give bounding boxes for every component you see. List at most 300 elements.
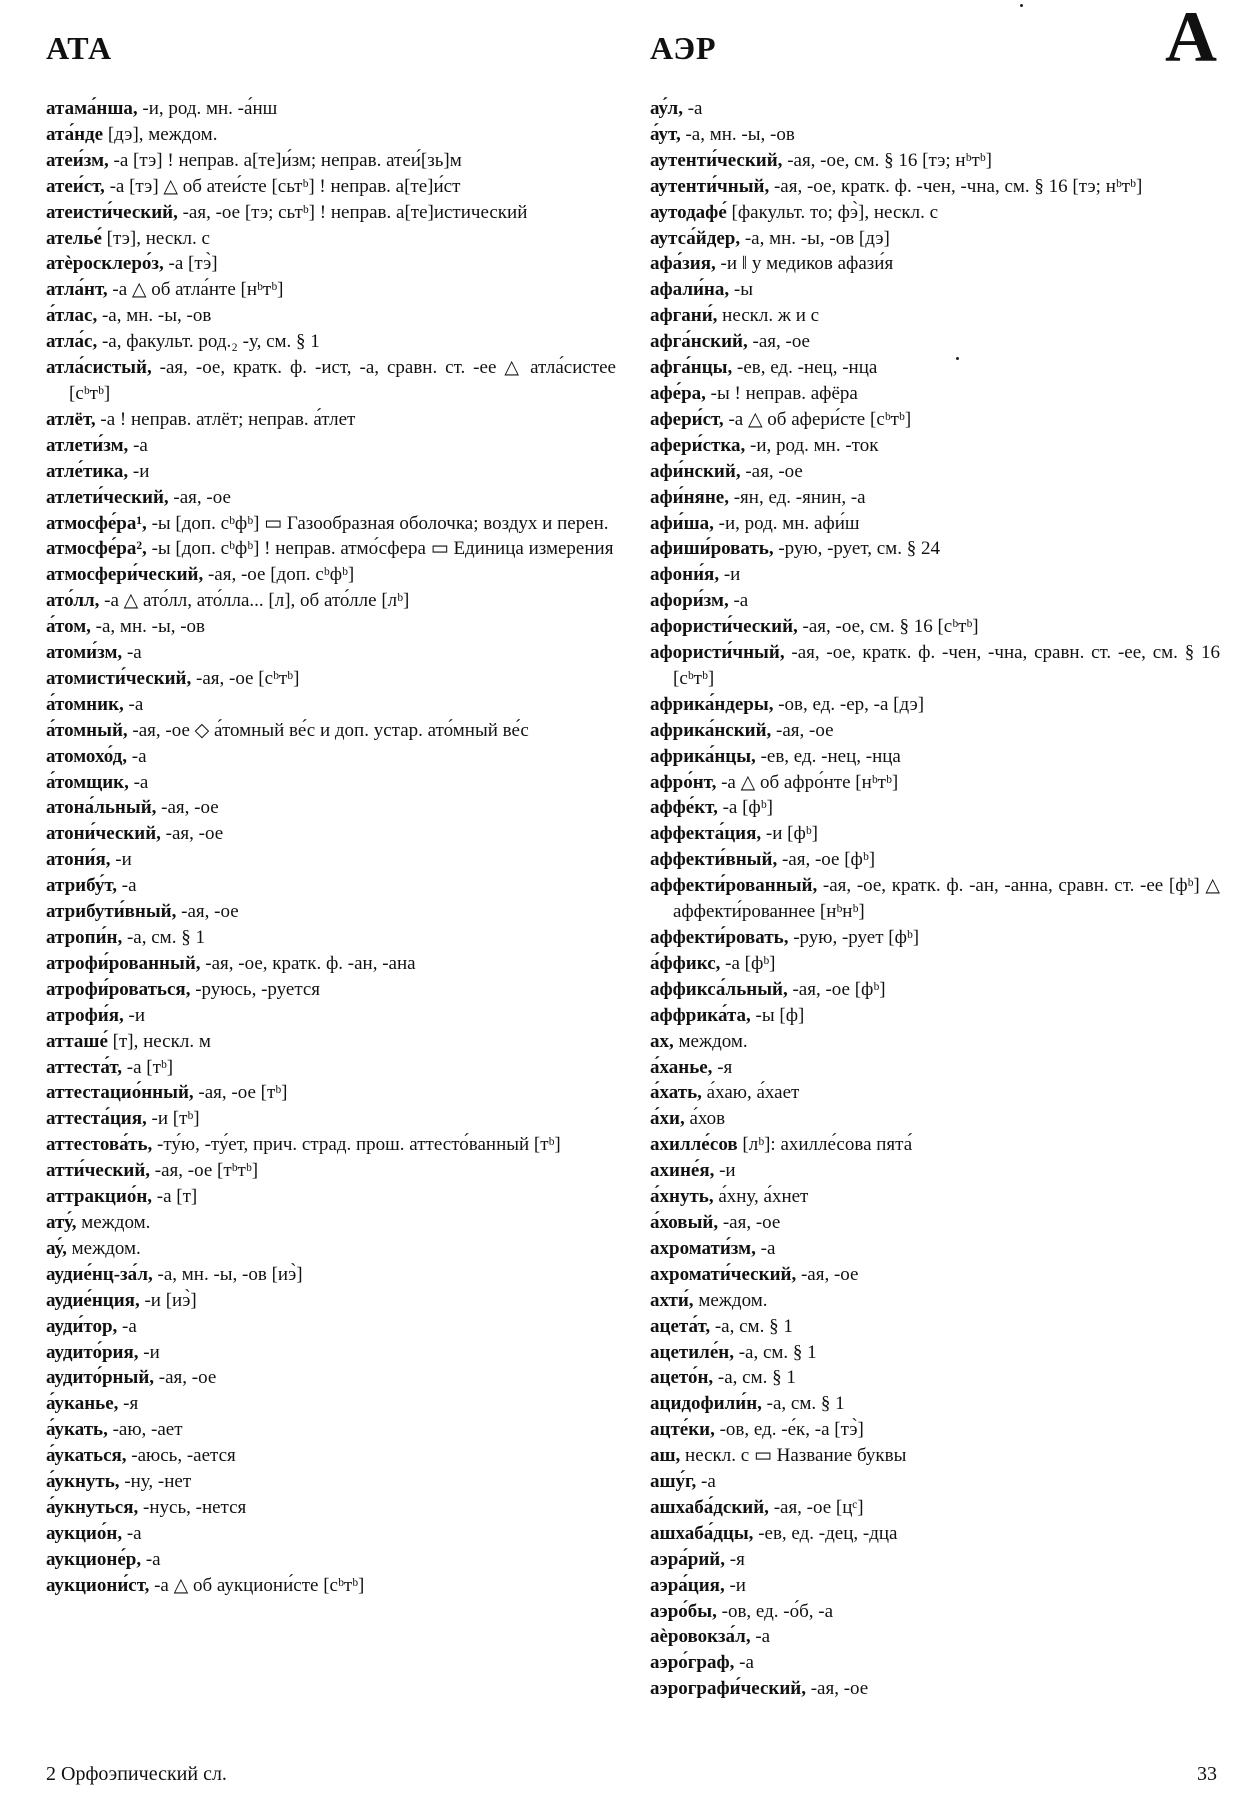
dictionary-entry: [650, 795, 1220, 821]
entry-body: -ов, ед. -о́б, -а: [716, 1600, 834, 1622]
dictionary-entry: [46, 873, 616, 899]
headword: ахилле́сов: [650, 1134, 738, 1156]
dictionary-entry: [46, 329, 616, 355]
dictionary-entry: [46, 1106, 616, 1132]
headword: атрофи́роваться,: [46, 978, 191, 1000]
headword: аутса́йдер,: [650, 227, 741, 249]
headword: атона́льный,: [46, 797, 157, 819]
entry-body: -ая, -ое, кратк. ф. -ан, -анна, сравн. ст. -ее [фᵇ] △ аффекти́рованнее [нᵇнᵇ]: [673, 875, 1220, 923]
dictionary-entry: [46, 899, 616, 925]
headword: а́укнуть,: [46, 1471, 120, 1493]
dictionary-entry: [650, 1365, 1220, 1391]
entry-body: -и: [719, 564, 741, 586]
printer-signature: 2 Орфоэпический сл.: [46, 1763, 227, 1785]
speck-mark: [956, 357, 959, 360]
dictionary-entry: [650, 1262, 1220, 1288]
headword: афе́ра,: [650, 382, 706, 404]
headword: атмосфе́ра²,: [46, 538, 147, 560]
dictionary-entry: [650, 1158, 1220, 1184]
dictionary-entry: [650, 925, 1220, 951]
entry-body: -ая, -ое [фᵇ]: [777, 849, 876, 871]
dictionary-entry: [650, 588, 1220, 614]
headword: ату́,: [46, 1211, 77, 1233]
entry-body: -а, мн. -ы, -ов: [680, 123, 795, 145]
dictionary-entry: [650, 1417, 1220, 1443]
entry-body: -ая, -ое: [154, 1367, 217, 1389]
entry-body: -я: [118, 1393, 139, 1415]
headword: ашхаба́дцы,: [650, 1522, 754, 1544]
headword: аукцио́н,: [46, 1522, 123, 1544]
headword: атропи́н,: [46, 927, 123, 948]
entry-body: -ы [доп. сᵇфᵇ] ▭ Газообразная оболочка; воздух и перен.: [146, 512, 609, 534]
dictionary-entry: [650, 1210, 1220, 1236]
entry-body: нескл. ж и с: [717, 305, 820, 327]
entry-body: -а △ об аукциони́сте [сᵇтᵇ]: [149, 1574, 365, 1596]
headword: ашхаба́дский,: [650, 1496, 769, 1518]
entry-body: -ая, -ое [сᵇтᵇ]: [191, 667, 300, 689]
entry-body: -а: [755, 1237, 776, 1259]
headword: атомисти́ческий,: [46, 667, 192, 689]
dictionary-entry: [650, 692, 1220, 718]
dictionary-entry: [46, 1521, 616, 1547]
headword: атрофи́я,: [46, 1004, 124, 1026]
headword: атмосфе́ра¹,: [46, 512, 147, 534]
entry-body: -и [тᵇ]: [146, 1108, 200, 1130]
entry-body: -аюсь, -ается: [126, 1445, 236, 1467]
dictionary-entry: [650, 1132, 1220, 1158]
entry-body: -и: [724, 1574, 746, 1596]
headword: ацета́т,: [650, 1315, 711, 1337]
dictionary-entry: [650, 1080, 1220, 1106]
dictionary-entry: [650, 744, 1220, 770]
dictionary-entry: [46, 614, 616, 640]
headword: аудито́рия,: [46, 1341, 139, 1363]
headword: афористи́чный,: [650, 642, 785, 664]
headword: аттеста́ция,: [46, 1108, 147, 1130]
headword: атони́я,: [46, 849, 111, 871]
entry-body: -ая, -ое: [771, 719, 834, 741]
dictionary-entry: [650, 1236, 1220, 1262]
entry-body: междом.: [66, 1237, 141, 1259]
headword: атрибу́т,: [46, 875, 118, 897]
headword: аттракцио́н,: [46, 1186, 153, 1208]
dictionary-entry: [650, 1624, 1220, 1650]
headword: аукционе́р,: [46, 1548, 142, 1570]
dictionary-entry: [46, 1495, 616, 1521]
entry-body: -ая, -ое: [718, 1211, 781, 1233]
dictionary-entry: [46, 433, 616, 459]
dictionary-entry: [46, 795, 616, 821]
dictionary-entry: [650, 251, 1220, 277]
dictionary-entry: [650, 277, 1220, 303]
headword: а́ут,: [650, 123, 681, 145]
dictionary-entry: [46, 174, 616, 200]
entry-body: -а: [128, 771, 149, 793]
entry-body: [дэ], междом.: [103, 123, 218, 145]
headword: аффрика́та,: [650, 1004, 751, 1026]
headword: атрибути́вный,: [46, 901, 177, 923]
entry-body: -ая, -ое: [805, 1678, 869, 1700]
dictionary-entry: [46, 148, 616, 174]
entry-body: -ая, -ое: [796, 1263, 859, 1285]
entry-body: -и, род. мн. -ток: [745, 434, 879, 456]
entry-body: -ая, -ое: [176, 901, 239, 923]
entry-body: -ая, -ое, см. § 16 [тэ; нᵇтᵇ]: [782, 149, 992, 171]
dictionary-entry: [46, 1443, 616, 1469]
headword: а́ханье,: [650, 1056, 713, 1078]
entry-body: -а △ об атла́нте [нᵇтᵇ]: [107, 279, 284, 301]
entry-body: -аю, -ает: [107, 1419, 183, 1441]
dictionary-entry: [650, 303, 1220, 329]
dictionary-entry: [46, 1262, 616, 1288]
headword: ах,: [650, 1030, 674, 1052]
dictionary-entry: [46, 122, 616, 148]
dictionary-entry: [46, 1365, 616, 1391]
dictionary-entry: [46, 1340, 616, 1366]
dictionary-entry: [46, 1573, 616, 1599]
dictionary-entry: [46, 1029, 616, 1055]
dictionary-entry: [46, 1288, 616, 1314]
entry-body: -руюсь, -руется: [190, 978, 321, 1000]
headword: атмосфери́ческий,: [46, 564, 204, 586]
entry-body: -а △ об афери́сте [сᵇтᵇ]: [723, 408, 912, 430]
entry-body: -ая, -ое [фᵇ]: [787, 978, 886, 1000]
entry-body: а́хаю, а́хает: [701, 1082, 800, 1104]
dictionary-entry: [46, 925, 616, 951]
dictionary-entry: [46, 1417, 616, 1443]
entry-body: -а, факульт. род.₂ -у, см. § 1: [97, 331, 320, 353]
headword: аффе́кт,: [650, 797, 718, 819]
dictionary-entry: [46, 536, 616, 562]
dictionary-entry: [650, 847, 1220, 873]
dictionary-entry: [650, 407, 1220, 433]
headword: аттестацио́нный,: [46, 1082, 194, 1104]
entry-body: -нусь, -нется: [138, 1496, 247, 1518]
entry-body: -и: [714, 1160, 736, 1182]
entry-body: -а, мн. -ы, -ов [дэ]: [740, 227, 890, 249]
entry-body: -а [фᵇ]: [720, 952, 776, 974]
headword: афга́нский,: [650, 331, 748, 353]
headword: а́хнуть,: [650, 1186, 714, 1208]
entry-body: -ы ! неправ. афёра: [705, 382, 858, 404]
headword: афгани́,: [650, 305, 718, 327]
entry-body: -а △ ато́лл, ато́лла... [л], об ато́лле [лᵇ]: [99, 590, 410, 612]
headword: афиши́ровать,: [650, 538, 774, 560]
entry-body: -а: [122, 642, 142, 664]
entry-body: [тэ], нескл. с: [101, 227, 210, 249]
entry-body: -ая, -ое: [747, 331, 810, 353]
dictionary-entry: [650, 718, 1220, 744]
entry-body: -а: [117, 1315, 137, 1337]
entry-body: -а: [122, 1522, 142, 1544]
dictionary-entry: [650, 1055, 1220, 1081]
left-column: [46, 96, 616, 1599]
dictionary-entry: [46, 977, 616, 1003]
headword: а́томный,: [46, 719, 128, 741]
entry-body: -рую, -рует [фᵇ]: [788, 927, 920, 948]
headword: атрофи́рованный,: [46, 952, 201, 974]
headword: атеи́ст,: [46, 175, 105, 197]
dictionary-entry: [46, 1391, 616, 1417]
entry-body: [т], нескл. м: [107, 1030, 211, 1052]
headword: афори́зм,: [650, 590, 729, 612]
headword: аттестова́ть,: [46, 1134, 153, 1156]
headword: аудие́нц-за́л,: [46, 1263, 153, 1285]
headword: афга́нцы,: [650, 357, 733, 379]
headword: ахине́я,: [650, 1160, 715, 1182]
dictionary-entry: [650, 1469, 1220, 1495]
entry-body: -и, род. мн. афи́ш: [713, 512, 860, 534]
headword: ахромати́ческий,: [650, 1263, 797, 1285]
headword: аттеста́т,: [46, 1056, 122, 1078]
headword: аэро́граф,: [650, 1652, 735, 1674]
headword: ато́лл,: [46, 590, 100, 612]
dictionary-entry: [650, 1288, 1220, 1314]
dictionary-entry: [46, 718, 616, 744]
dictionary-entry: [650, 821, 1220, 847]
dictionary-entry: [650, 1443, 1220, 1469]
dictionary-entry: [650, 433, 1220, 459]
headword: а́укать,: [46, 1419, 108, 1441]
entry-body: -ы [доп. сᵇфᵇ] ! неправ. атмо́сфера ▭ Единица измерения: [146, 538, 614, 560]
entry-body: -ая, -ое: [740, 460, 803, 482]
headword: атла́нт,: [46, 279, 108, 301]
headword: атони́ческий,: [46, 823, 161, 845]
dictionary-entry: [46, 666, 616, 692]
headword: африка́нский,: [650, 719, 772, 741]
entry-body: -ев, ед. -нец, -нца: [755, 745, 901, 767]
headword: аутенти́ческий,: [650, 149, 783, 171]
dictionary-entry: [46, 847, 616, 873]
entry-body: -ев, ед. -дец, -дца: [753, 1522, 898, 1544]
page-number: 33: [1197, 1763, 1217, 1785]
headword: а́ховый,: [650, 1211, 719, 1233]
entry-body: -и, род. мн. -а́нш: [137, 98, 278, 119]
entry-body: -ая, -ое: [156, 797, 219, 819]
headword: аффекти́рованный,: [650, 875, 818, 897]
entry-body: -а: [696, 1471, 716, 1493]
dictionary-entry: [650, 381, 1220, 407]
entry-body: -а [т]: [152, 1186, 198, 1208]
headword: афони́я,: [650, 564, 720, 586]
dictionary-entry: [46, 1210, 616, 1236]
running-head-left: АТА: [46, 30, 113, 66]
running-head-right: АЭР: [650, 30, 717, 66]
entry-body: -ая, -ое [тᵇ]: [193, 1082, 288, 1104]
headword: а́хи,: [650, 1108, 685, 1130]
headword: африка́нцы,: [650, 745, 756, 767]
headword: аукциони́ст,: [46, 1574, 150, 1596]
entry-body: -а ! неправ. атлёт; неправ. а́тлет: [95, 408, 356, 430]
headword: ацетиле́н,: [650, 1341, 734, 1363]
dictionary-entry: [46, 640, 616, 666]
dictionary-entry: [650, 873, 1220, 925]
dictionary-entry: [46, 1080, 616, 1106]
dictionary-entry: [46, 459, 616, 485]
entry-body: -а, см. § 1: [733, 1341, 817, 1363]
headword: атеи́зм,: [46, 149, 109, 171]
dictionary-entry: [650, 355, 1220, 381]
dictionary-entry: [650, 174, 1220, 200]
dictionary-entry: [46, 1132, 616, 1158]
entry-body: -рую, -рует, см. § 24: [773, 538, 940, 560]
entry-body: -а: [123, 693, 144, 715]
headword: афи́няне,: [650, 486, 729, 508]
entry-body: -и: [110, 849, 132, 871]
entry-body: -ая, -ое, см. § 16 [сᵇтᵇ]: [797, 616, 979, 638]
entry-body: -а: [682, 98, 703, 119]
entry-body: -ов, ед. -е́к, -а [тэ̀]: [714, 1419, 864, 1441]
entry-body: -ая, -ое: [168, 486, 231, 508]
dictionary-entry: [650, 1314, 1220, 1340]
headword: атташе́: [46, 1030, 108, 1052]
headword: а́томщик,: [46, 771, 129, 793]
dictionary-entry: [650, 1340, 1220, 1366]
entry-body: -и [фᵇ]: [761, 823, 819, 845]
dictionary-entry: [650, 1106, 1220, 1132]
headword: атѐросклеро́з,: [46, 253, 164, 275]
entry-body: -ян, ед. -янин, -а: [728, 486, 866, 508]
dictionary-entry: [46, 1236, 616, 1262]
dictionary-entry: [650, 977, 1220, 1003]
dictionary-entry: [46, 951, 616, 977]
dictionary-entry: [650, 614, 1220, 640]
headword: а́ффикс,: [650, 952, 721, 974]
entry-body: -а: [750, 1626, 771, 1648]
headword: аффикса́льный,: [650, 978, 788, 1000]
headword: аффекта́ция,: [650, 823, 762, 845]
headword: ацидофили́н,: [650, 1393, 762, 1415]
dictionary-entry: [650, 951, 1220, 977]
entry-body: -а: [117, 875, 137, 897]
entry-body: -а △ об афро́нте [нᵇтᵇ]: [716, 771, 899, 793]
entry-body: -а, см. § 1: [710, 1315, 793, 1337]
speck-mark: [1020, 4, 1023, 7]
entry-body: -и: [128, 460, 150, 482]
dictionary-entry: [650, 511, 1220, 537]
headword: атомохо́д,: [46, 745, 128, 767]
dictionary-entry: [46, 1055, 616, 1081]
dictionary-entry: [650, 1184, 1220, 1210]
entry-body: -а [тэ] △ об атеи́сте [сьтᵇ] ! неправ. а[те]и́ст: [104, 175, 461, 197]
dictionary-entry: [650, 1521, 1220, 1547]
entry-body: -а, см. § 1: [713, 1367, 796, 1389]
dictionary-entry: [650, 459, 1220, 485]
entry-body: -и: [123, 1004, 146, 1026]
headword: а́том,: [46, 616, 91, 638]
entry-body: -ая, -ое, кратк. ф. -ист, -а, сравн. ст. -ее △ атла́систее [сᵇтᵇ]: [69, 357, 616, 404]
entry-body: -и [иэ̀]: [139, 1289, 197, 1311]
dictionary-entry: [46, 1547, 616, 1573]
headword: африка́ндеры,: [650, 693, 774, 715]
dictionary-entry: [650, 1003, 1220, 1029]
dictionary-entry: [650, 148, 1220, 174]
entry-body: -ая, -ое: [160, 823, 224, 845]
entry-body: -ая, -ое ◇ а́томный ве́с и доп. устар. ато́мный ве́с: [127, 719, 529, 741]
headword: аэрографи́ческий,: [650, 1678, 806, 1700]
headword: атлёт,: [46, 408, 96, 430]
headword: атле́тика,: [46, 460, 129, 482]
entry-body: -а: [128, 434, 148, 456]
entry-body: -ая, -ое, кратк. ф. -ан, -ана: [200, 952, 416, 974]
headword: афери́стка,: [650, 434, 746, 456]
dictionary-entry: [650, 770, 1220, 796]
entry-body: -и: [138, 1341, 160, 1363]
dictionary-entry: [650, 562, 1220, 588]
entry-body: -ая, -ое [цᶜ]: [768, 1496, 864, 1518]
dictionary-entry: [46, 770, 616, 796]
dictionary-entry: [46, 251, 616, 277]
dictionary-entry: [650, 200, 1220, 226]
dictionary-entry: [650, 1547, 1220, 1573]
entry-body: -а: [141, 1548, 161, 1570]
headword: афи́нский,: [650, 460, 741, 482]
entry-body: -ы: [729, 279, 753, 301]
entry-body: -ая, -ое, кратк. ф. -чен, -чна, сравн. ст. -ее, см. § 16 [сᵇтᵇ]: [673, 642, 1220, 689]
headword: а́укнуться,: [46, 1496, 139, 1518]
entry-body: -ну, -нет: [119, 1471, 192, 1493]
headword: ателье́: [46, 227, 102, 249]
headword: атла́с,: [46, 331, 98, 353]
headword: аэра́ция,: [650, 1574, 725, 1596]
entry-body: -а, мн. -ы, -ов: [90, 616, 206, 638]
dictionary-entry: [46, 200, 616, 226]
dictionary-entry: [46, 511, 616, 537]
right-column: [650, 96, 1220, 1702]
entry-body: -и ‖ у медиков афази́я: [715, 253, 894, 275]
dictionary-entry: [650, 1599, 1220, 1625]
dictionary-entry: [46, 562, 616, 588]
headword: ахромати́зм,: [650, 1237, 756, 1259]
entry-body: -а, см. § 1: [761, 1393, 845, 1415]
headword: атлети́ческий,: [46, 486, 169, 508]
dictionary-entry: [46, 226, 616, 252]
entry-body: междом.: [693, 1289, 768, 1311]
entry-body: -а [тэ̀]: [163, 253, 218, 275]
headword: аффекти́ровать,: [650, 927, 789, 948]
headword: аудито́рный,: [46, 1367, 155, 1389]
headword: атла́систый,: [46, 357, 152, 379]
headword: а́уканье,: [46, 1393, 119, 1415]
dictionary-entry: [650, 329, 1220, 355]
headword: ау́,: [46, 1237, 67, 1259]
dictionary-entry: [650, 1573, 1220, 1599]
headword: ашу́г,: [650, 1471, 697, 1493]
headword: атеисти́ческий,: [46, 201, 178, 223]
headword: аутодафе́: [650, 201, 727, 223]
headword: афористи́ческий,: [650, 616, 798, 638]
entry-body: -а [фᵇ]: [717, 797, 773, 819]
headword: аэра́рий,: [650, 1548, 725, 1570]
entry-body: -я: [725, 1548, 745, 1570]
dictionary-entry: [650, 122, 1220, 148]
headword: аудие́нция,: [46, 1289, 140, 1311]
headword: афро́нт,: [650, 771, 717, 793]
headword: афери́ст,: [650, 408, 724, 430]
entry-body: -а: [734, 1652, 754, 1674]
entry-body: -ая, -ое, кратк. ф. -чен, -чна, см. § 16 [тэ; нᵇтᵇ]: [769, 175, 1143, 197]
entry-body: междом.: [76, 1211, 151, 1233]
headword: афи́ша,: [650, 512, 714, 534]
entry-body: -ы [ф]: [750, 1004, 805, 1026]
section-letter: А: [1165, 0, 1217, 77]
entry-body: -а [тᵇ]: [122, 1056, 174, 1078]
dictionary-entry: [650, 1676, 1220, 1702]
headword: атама́нша,: [46, 98, 138, 119]
dictionary-entry: [46, 355, 616, 407]
dictionary-entry: [650, 640, 1220, 692]
headword: ацето́н,: [650, 1367, 714, 1389]
